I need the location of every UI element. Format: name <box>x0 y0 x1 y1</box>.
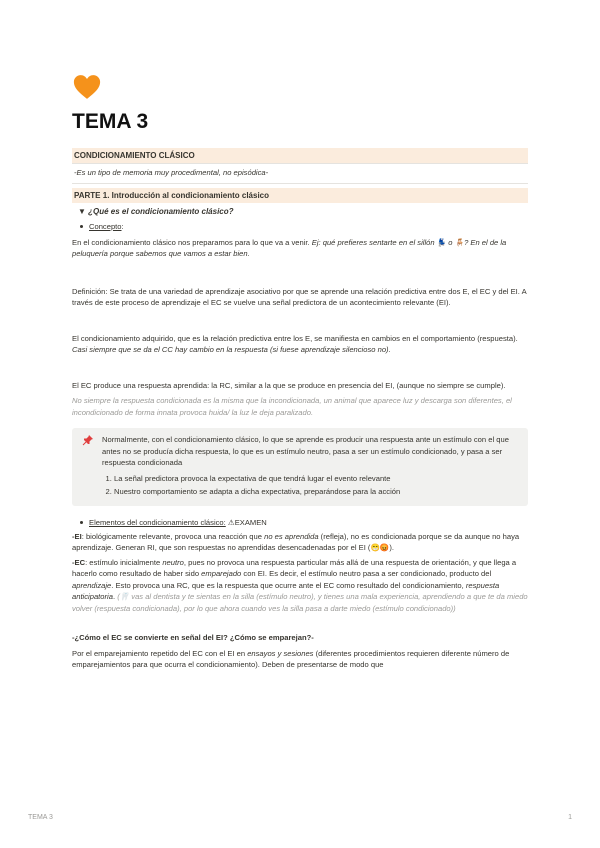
page-title: TEMA 3 <box>72 110 149 133</box>
definicion-paragraph: Definición: Se trata de una variedad de aprendizaje asociativo por que se aprende una relación predictiva entre dos E, el EC y del EI. A través de este proceso de aprendizaje el EC se vuelve una señal predictora de un acontecimiento relevante (EI). <box>72 286 527 307</box>
answer-paragraph: Por el emparejamiento repetido del EC con el EI en ensayos y sesiones (diferentes procedimientos requieren diferente número de emparejamientos para que ocurra el condicionamiento). Deben de presentarse de modo que <box>72 648 510 669</box>
concepto-paragraph: En el condicionamiento clásico nos preparamos para lo que va a venir. Ej: qué prefieres sentarte en el sillón 💺 o 🪑? En el de la peluquería porque sabemos que vamos a estar bien. <box>72 237 507 258</box>
callout-text: Normalmente, con el condicionamiento clásico, lo que se aprende es producir una respuesta ante un estímulo con el que antes no se producía dicha respuesta, lo que es un estímulo neutro, pasa a ser un estímulo condicionado, y pasa a ser respuesta condicionada <box>102 435 509 467</box>
ec-paragraph: -EC: estímulo inicialmente neutro, pues no provoca una respuesta particular más allá de una respuesta de orientación, y que llega a hacerlo como resultado de haber sido emparejado con EI. Es decir, el estímulo neutro pasa a ser condicionado, producto del aprendizaje. Esto provoca una RC, que es la respuesta que ocurre ante el EC como resultado del condicionamiento, respuesta anticipatoria. (🦷 vas al dentista y te sientas en la silla (estímulo neutro), y tienes una mala experiencia, aprendiendo a que te da miedo volver (respuesta condicionada), por lo que ahora cuando ves la silla pasa a darte miedo (estímulo condicionado)) <box>72 557 528 613</box>
ec-response-paragraph: El EC produce una respuesta aprendida: la RC, similar a la que se produce en presencia del EI, (aunque no siempre se cumple). <box>72 380 506 390</box>
bullet-dot <box>80 225 83 228</box>
callout-item-1: 1. La señal predictora provoca la expectativa de que tendrá lugar el evento relevante <box>114 473 520 485</box>
callout-list <box>102 473 520 498</box>
toggle-que-es[interactable]: ▼ ¿Qué es el condicionamiento clásico? <box>78 206 234 216</box>
bullet-dot <box>80 521 83 524</box>
ei-paragraph: -EI: biológicamente relevante, provoca una reacción que no es aprendida (refleja), no es condicionada porque se da aunque no haya aprendizaje. Generan RI, que son respuestas no aprendidas desencadenadas por el EI (😁😡). <box>72 531 520 552</box>
section-header-condicionamiento: CONDICIONAMIENTO CLÁSICO <box>72 148 528 163</box>
adquirido-paragraph: El condicionamiento adquirido, que es la relación predictiva entre los E, se manifiesta en cambios en el comportamiento (respuesta). Casi siempre que se da el CC hay cambio en la respuesta (si fuese aprendizaje silencioso no). <box>72 333 518 354</box>
ec-note: No siempre la respuesta condicionada es la misma que la incondicionada, un animal que aparece luz y descarga son diferentes, el incondicionado de forma innata provoca huida/ la luz le deja paralizado. <box>72 396 512 417</box>
callout-box <box>72 428 528 506</box>
orange-heart-icon <box>72 72 102 102</box>
section-header-parte-1: PARTE 1. Introducción al condicionamiento clásico <box>72 188 528 203</box>
concepto-label: Concepto <box>89 221 122 231</box>
pushpin-icon <box>82 434 94 446</box>
callout-item-2: 2. Nuestro comportamiento se adapta a dicha expectativa, preparándose para la acción <box>114 486 520 498</box>
section-subtitle: -Es un tipo de memoria muy procedimental, no episódica- <box>74 168 269 177</box>
footer-title: TEMA 3 <box>28 814 53 821</box>
page-content <box>72 72 528 671</box>
question-heading: -¿Cómo el EC se convierte en señal del EI? ¿Cómo se emparejan?- <box>72 633 314 642</box>
bullet-elementos <box>80 518 528 527</box>
footer-page-number: 1 <box>568 814 572 821</box>
examen-tag: ⚠EXAMEN <box>227 517 267 527</box>
elementos-label: Elementos del condicionamiento clásico: <box>89 517 226 527</box>
bullet-concepto: Concepto: <box>80 222 528 231</box>
